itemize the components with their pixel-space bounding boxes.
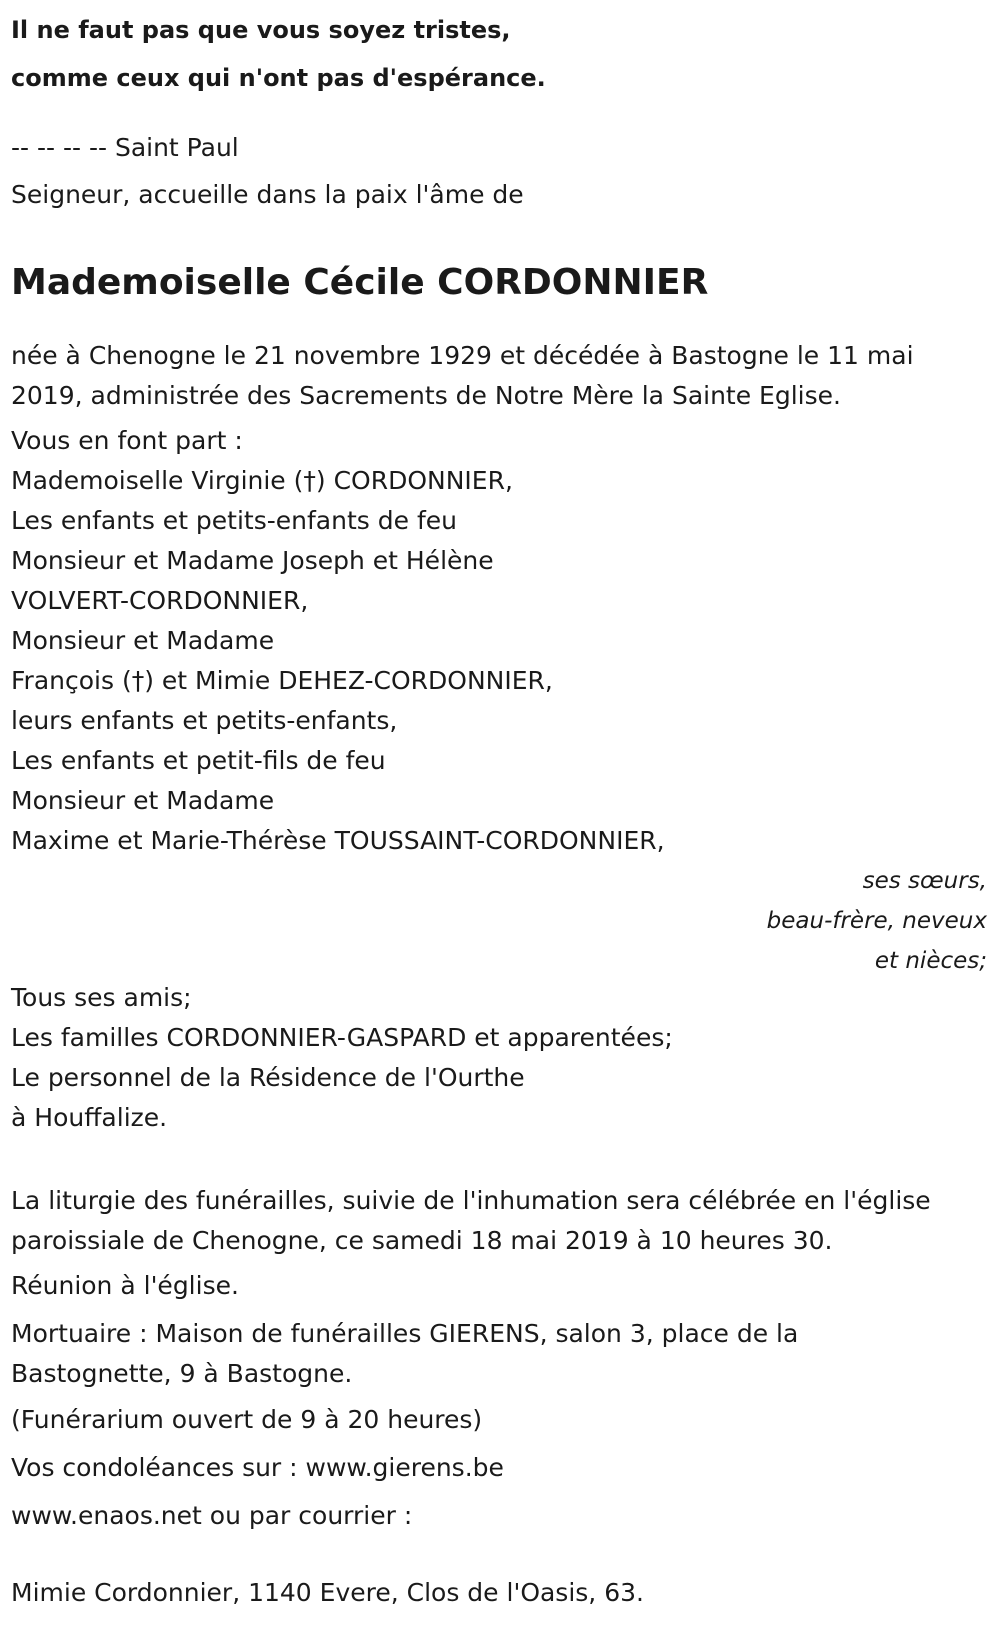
announcer-line: Mademoiselle Virginie (†) CORDONNIER, [11,466,513,495]
announcer-line: Monsieur et Madame [11,786,275,815]
others-list [11,978,673,1138]
funeral-paragraph [11,1181,931,1261]
deceased-name: Mademoiselle Cécile CORDONNIER [11,262,709,303]
condolences-line: Vos condoléances sur : www.gierens.be [11,1453,504,1482]
funerarium-hours: (Funérarium ouvert de 9 à 20 heures) [11,1405,483,1434]
others-line: Tous ses amis; [11,983,192,1012]
announcer-line: Les enfants et petits-enfants de feu [11,506,457,535]
meeting-note: Réunion à l'église. [11,1271,239,1300]
others-line: Le personnel de la Résidence de l'Ourthe [11,1063,525,1092]
others-line: à Houffalize. [11,1103,168,1132]
announcer-line: Les enfants et petit-fils de feu [11,746,386,775]
postal-address: Mimie Cordonnier, 1140 Evere, Clos de l'Oasis, 63. [11,1578,644,1607]
epigraph-quote [11,6,546,102]
family-relation [767,861,987,981]
mortuary-paragraph [11,1314,798,1394]
quote-attribution: -- -- -- -- Saint Paul [11,133,239,162]
birth-death-line: née à Chenogne le 21 novembre 1929 et décédée à Bastogne le 11 mai [11,341,914,370]
epigraph-line: comme ceux qui n'ont pas d'espérance. [11,64,546,92]
others-line: Les familles CORDONNIER-GASPARD et apparentées; [11,1023,673,1052]
announcer-line: Monsieur et Madame [11,626,275,655]
funeral-line: La liturgie des funérailles, suivie de l'inhumation sera célébrée en l'église [11,1186,931,1215]
relation-line: ses sœurs, [862,868,987,894]
birth-death-line: 2019, administrée des Sacrements de Notre Mère la Sainte Eglise. [11,381,841,410]
birth-death-paragraph [11,336,914,416]
relation-line: beau-frère, neveux [766,908,987,934]
announcer-line: Maxime et Marie-Thérèse TOUSSAINT-CORDONNIER, [11,826,665,855]
epigraph-line: Il ne faut pas que vous soyez tristes, [11,16,511,44]
announcer-line: Monsieur et Madame Joseph et Hélène [11,546,494,575]
invocation-text: Seigneur, accueille dans la paix l'âme de [11,180,524,209]
announcers-list [11,421,665,861]
announcer-line: Vous en font part : [11,426,243,455]
condolences-line: www.enaos.net ou par courrier : [11,1501,413,1530]
funeral-line: paroissiale de Chenogne, ce samedi 18 mai 2019 à 10 heures 30. [11,1226,833,1255]
announcer-line: leurs enfants et petits-enfants, [11,706,398,735]
relation-line: et nièces; [874,948,987,974]
mortuary-line: Mortuaire : Maison de funérailles GIERENS, salon 3, place de la [11,1319,799,1348]
announcer-line: François (†) et Mimie DEHEZ-CORDONNIER, [11,666,553,695]
announcer-line: VOLVERT-CORDONNIER, [11,586,309,615]
mortuary-line: Bastognette, 9 à Bastogne. [11,1359,353,1388]
